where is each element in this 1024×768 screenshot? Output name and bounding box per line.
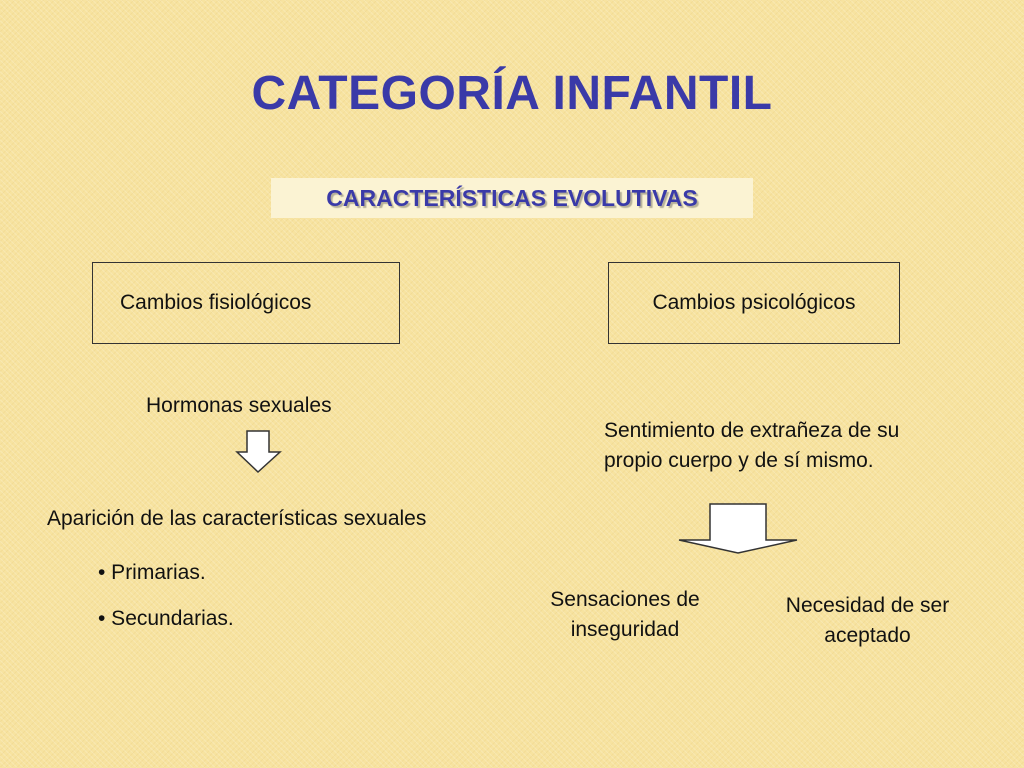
sexual-hormones-text: Hormonas sexuales [146, 394, 332, 417]
strangeness-line-1: Sentimiento de extrañeza de su [604, 419, 900, 442]
slide-title: CATEGORÍA INFANTIL [251, 67, 773, 120]
physiological-changes-label: Cambios fisiológicos [120, 291, 312, 314]
insecurity-line-2: inseguridad [570, 618, 680, 641]
characteristics-list [98, 550, 234, 642]
down-arrow-icon-right [676, 503, 800, 555]
insecurity-line-1: Sensaciones de [550, 588, 700, 611]
psychological-changes-box [608, 262, 900, 344]
down-arrow-icon-left [236, 430, 282, 474]
strangeness-feeling-text [604, 416, 984, 476]
subtitle-text: CARACTERÍSTICAS EVOLUTIVAS [326, 184, 698, 211]
physiological-changes-box [92, 262, 400, 344]
list-item-primary: • Primarias. [98, 561, 206, 584]
acceptance-line-2: aceptado [824, 624, 911, 647]
strangeness-line-2: propio cuerpo y de sí mismo. [604, 449, 874, 472]
subtitle-box [271, 178, 753, 218]
insecurity-feelings-text [520, 585, 730, 645]
psychological-changes-label: Cambios psicológicos [652, 291, 856, 314]
list-item-secondary: • Secundarias. [98, 607, 234, 630]
sexual-characteristics-text: Aparición de las características sexuales [47, 507, 427, 530]
need-acceptance-text [760, 591, 975, 651]
acceptance-line-1: Necesidad de ser [785, 594, 950, 617]
